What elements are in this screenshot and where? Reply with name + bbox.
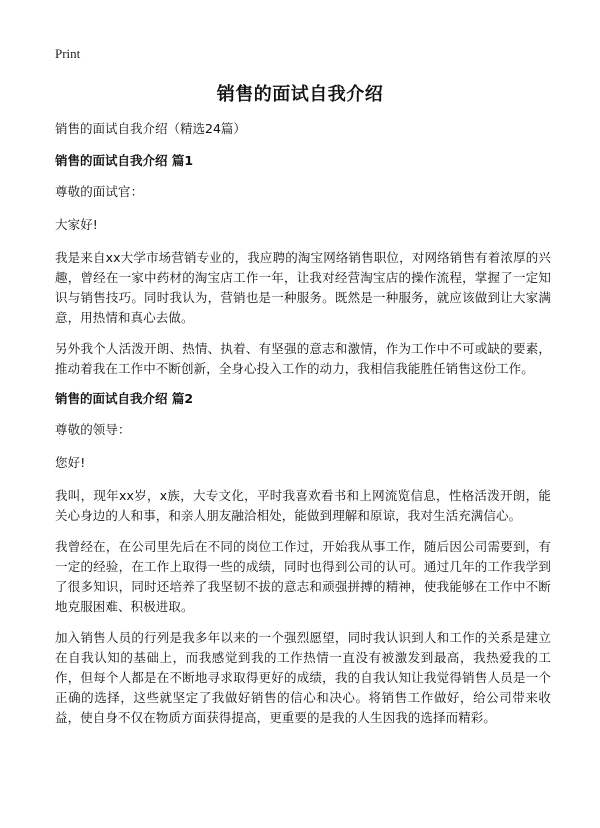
document-body	[55, 120, 551, 739]
section-2	[55, 390, 551, 728]
salutation: 大家好!	[55, 217, 98, 232]
section-heading: 销售的面试自我介绍 篇2	[55, 391, 194, 406]
paragraph: 加入销售人员的行列是我多年以来的一个强烈愿望，同时我认识到人和工作的关系是建立在自我认知的基础上，而我感觉到我的工作热情一直没有被激发到最高，我热爱我的工作，但每个人都是在不断地寻求取得更好的成绩，我的自我认知让我觉得销售人员是一个正确的选择，这些就坚定了我做好销售的信心和决心。将销售工作做好，给公司带来收益，使自身不仅在物质方面获得提高，更重要的是我的人生因我的选择而精彩。	[55, 630, 551, 725]
greeting: 尊敬的领导：	[55, 422, 131, 437]
greeting: 尊敬的面试官：	[55, 184, 144, 199]
paragraph: 我叫，现年xx岁，x族，大专文化，平时我喜欢看书和上网流览信息，性格活泼开朗，能关心身边的人和事，和亲人朋友融洽相处，能做到理解和原谅，我对生活充满信心。	[55, 488, 551, 523]
section-1	[55, 152, 551, 379]
paragraph: 我是来自xx大学市场营销专业的，我应聘的淘宝网络销售职位，对网络销售有着浓厚的兴趣，曾经在一家中药材的淘宝店工作一年，让我对经营淘宝店的操作流程，掌握了一定知识与销售技巧。同时我认为，营销也是一种服务。既然是一种服务，就应该做到让大家满意，用热情和真心去做。	[55, 250, 551, 325]
paragraph: 另外我个人活泼开朗、热情、执着、有坚强的意志和激情，作为工作中不可或缺的要素，推动着我在工作中不断创新，全身心投入工作的动力，我相信我能胜任销售这份工作。	[55, 341, 551, 376]
print-link[interactable]: Print	[55, 46, 81, 61]
section-heading: 销售的面试自我介绍 篇1	[55, 153, 194, 168]
salutation: 您好!	[55, 455, 86, 470]
document-subtitle: 销售的面试自我介绍（精选24篇）	[55, 121, 246, 136]
page-title: 销售的面试自我介绍	[216, 84, 384, 105]
paragraph: 我曾经在，在公司里先后在不同的岗位工作过，开始我从事工作，随后因公司需要到，有一定的经验，在工作上取得一些的成绩，同时也得到公司的认可。通过几年的工作我学到了很多知识，同时还培养了我坚韧不拔的意志和顽强拼搏的精神，使我能够在工作中不断地克服困难、积极进取。	[55, 539, 551, 614]
